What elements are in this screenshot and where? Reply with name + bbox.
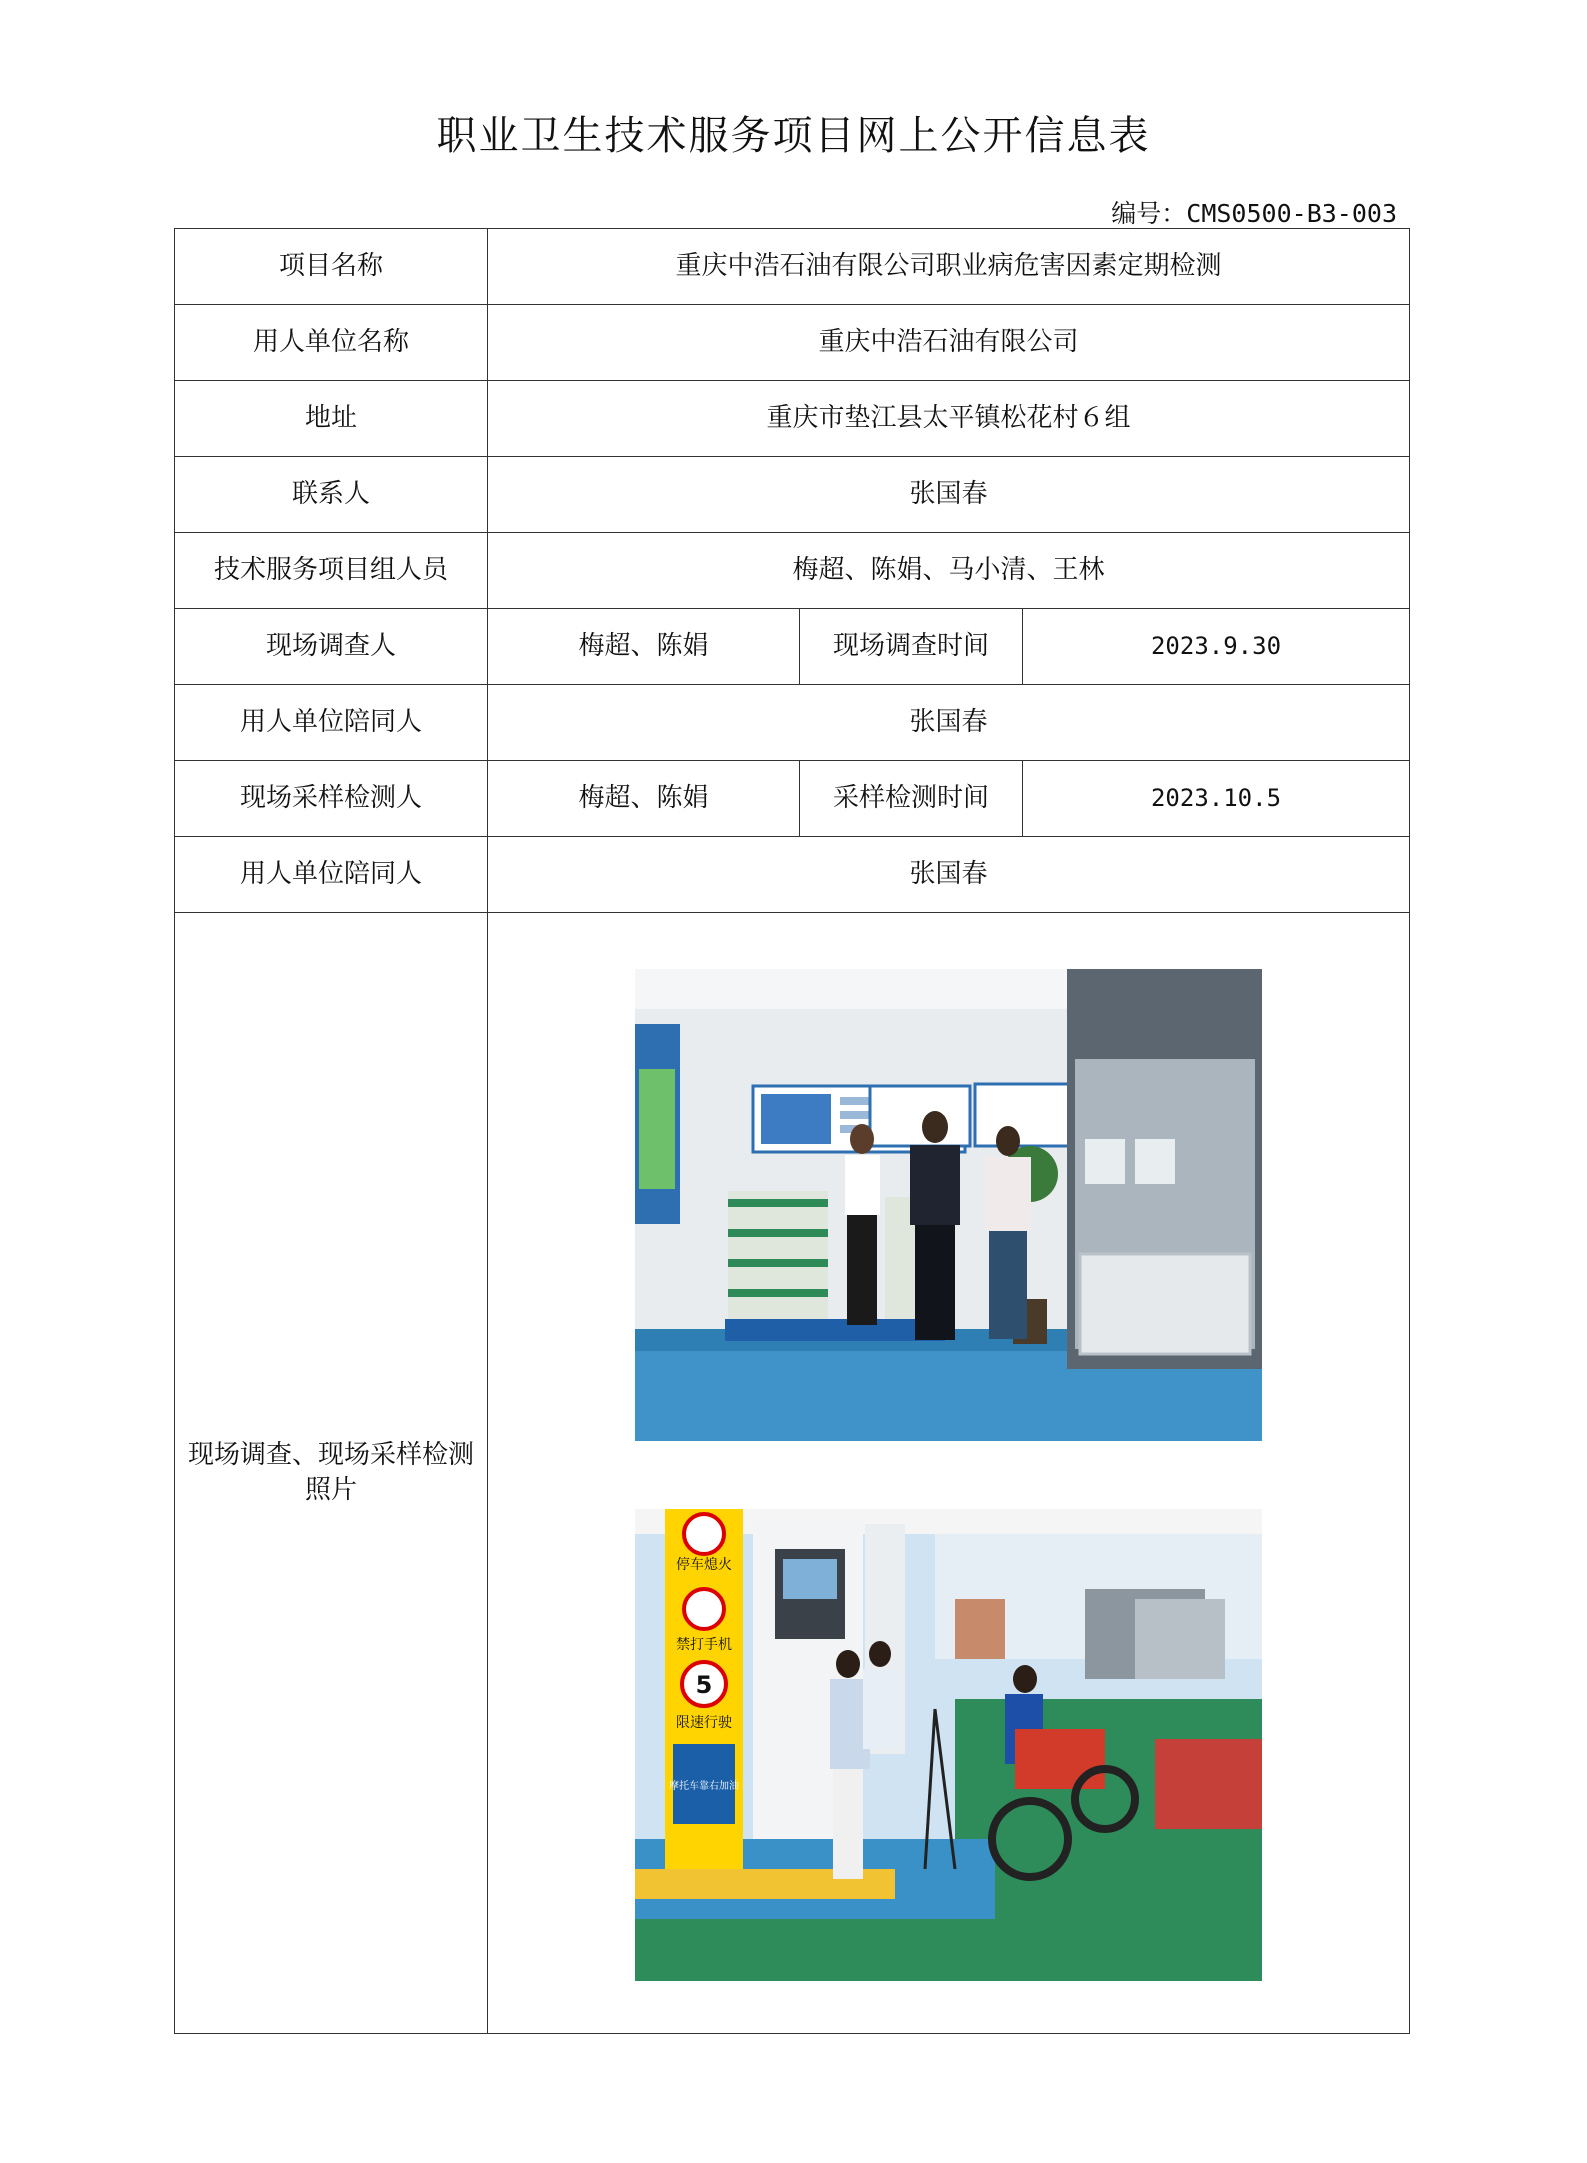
label-photos: 现场调查、现场采样检测照片 <box>175 913 488 2034</box>
value-survey-escort: 张国春 <box>488 685 1410 761</box>
value-survey-staff: 梅超、陈娟 <box>488 609 800 685</box>
photo-site-survey-image <box>635 969 1262 1441</box>
value-employer: 重庆中浩石油有限公司 <box>488 305 1410 381</box>
row-sampling <box>175 761 1410 837</box>
label-project-name: 项目名称 <box>175 229 488 305</box>
label-contact: 联系人 <box>175 457 488 533</box>
row-sampling-escort <box>175 837 1410 913</box>
document-number: 编号：CMS0500-B3-003 <box>1111 199 1397 228</box>
label-survey-time: 现场调查时间 <box>800 609 1023 685</box>
value-sampling-time: 2023.10.5 <box>1023 761 1410 837</box>
document-title: 职业卫生技术服务项目网上公开信息表 <box>436 113 1151 159</box>
sign-speed-limit: 限速行驶 <box>676 1715 733 1731</box>
label-employer: 用人单位名称 <box>175 305 488 381</box>
info-table <box>174 228 1410 2034</box>
row-photos <box>175 913 1410 2034</box>
value-address: 重庆市垫江县太平镇松花村６组 <box>488 381 1410 457</box>
label-survey-escort: 用人单位陪同人 <box>175 685 488 761</box>
sign-motorcycle-lane: 摩托车靠右加油 <box>669 1781 740 1792</box>
label-sampling-time: 采样检测时间 <box>800 761 1023 837</box>
value-project-name: 重庆中浩石油有限公司职业病危害因素定期检测 <box>488 229 1410 305</box>
label-sampling: 现场采样检测人 <box>175 761 488 837</box>
row-survey-escort <box>175 685 1410 761</box>
row-contact <box>175 457 1410 533</box>
value-sampling-staff: 梅超、陈娟 <box>488 761 800 837</box>
speed-limit-sign: 5 <box>695 1671 713 1699</box>
row-address <box>175 381 1410 457</box>
label-survey: 现场调查人 <box>175 609 488 685</box>
value-team: 梅超、陈娟、马小清、王林 <box>488 533 1410 609</box>
value-sampling-escort: 张国春 <box>488 837 1410 913</box>
photo-site-survey <box>635 969 1262 1441</box>
row-employer <box>175 305 1410 381</box>
value-contact: 张国春 <box>488 457 1410 533</box>
label-address: 地址 <box>175 381 488 457</box>
photo-sampling <box>635 1509 1262 1981</box>
row-survey <box>175 609 1410 685</box>
sign-stop-engine: 停车熄火 <box>676 1557 733 1573</box>
sign-no-phone: 禁打手机 <box>676 1637 733 1653</box>
label-team: 技术服务项目组人员 <box>175 533 488 609</box>
photos-cell <box>488 913 1410 2034</box>
value-survey-time: 2023.9.30 <box>1023 609 1410 685</box>
row-team <box>175 533 1410 609</box>
row-project-name <box>175 229 1410 305</box>
photo-sampling-image <box>635 1509 1262 1981</box>
label-sampling-escort: 用人单位陪同人 <box>175 837 488 913</box>
